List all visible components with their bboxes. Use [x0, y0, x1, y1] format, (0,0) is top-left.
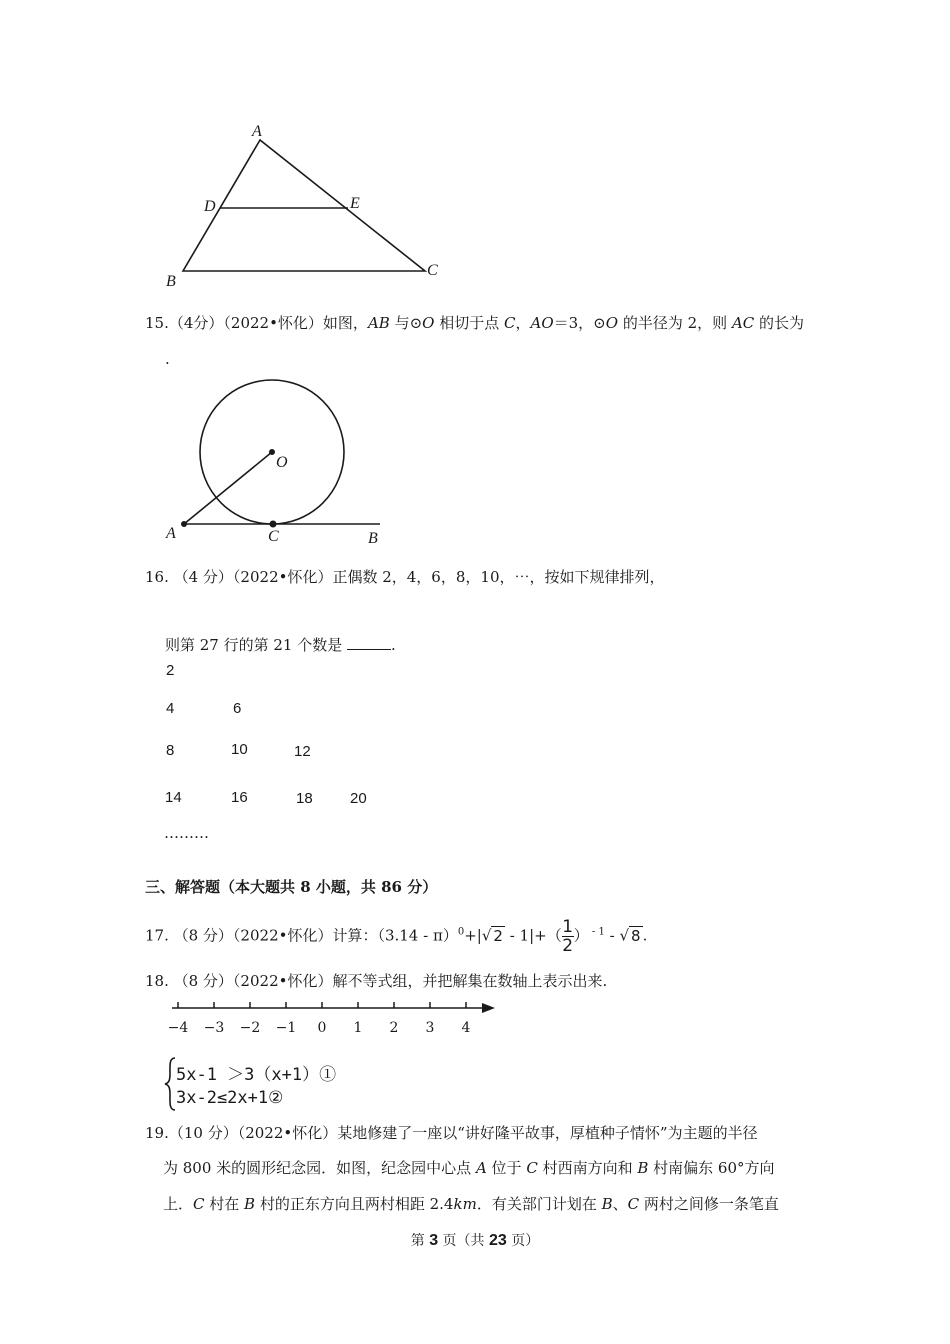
q17-sqrt8: √ 8 [619, 926, 641, 945]
label-e: E [350, 195, 360, 212]
pattern-r3c1: 8 [166, 742, 175, 759]
footer-mid: 页（共 [438, 1233, 489, 1249]
question-19-line3 [163, 1193, 779, 1214]
q19-l2g: 村南偏东 60°方向 [648, 1159, 775, 1177]
q17-minus1: - 1|+（ [504, 926, 562, 945]
q17-sqrt2: √ 2 [481, 926, 503, 945]
q15-o2: O [605, 314, 619, 332]
q17-exp0: 0 [457, 926, 465, 938]
inequality-2: 3x-2≤2x+1② [176, 1088, 284, 1108]
q17-fraction [562, 918, 574, 955]
answer-blank[interactable] [347, 635, 391, 650]
label-o: O [276, 454, 288, 471]
q15-ao: AO [530, 314, 554, 332]
point-o [269, 449, 275, 455]
pattern-r1c1: 2 [166, 662, 175, 679]
question-15 [145, 312, 804, 333]
number-line-label: 4 [461, 1020, 471, 1036]
brace-icon [163, 1056, 177, 1112]
question-17 [145, 918, 647, 955]
q15-ab: AB [367, 314, 390, 332]
arrow-head-icon [482, 1003, 495, 1013]
q15-t4: 相切于点 [434, 314, 504, 332]
number-line-label: 1 [353, 1020, 363, 1036]
label-d: D [204, 198, 216, 215]
pattern-r2c1: 4 [166, 700, 175, 717]
section-title: 三、解答题（本大题共 8 小题，共 86 分） [145, 878, 438, 896]
q19-l2b: A [475, 1159, 487, 1177]
q19-l3c: 村在 [204, 1195, 245, 1213]
pattern-r3c2: 10 [231, 741, 248, 758]
label-a2: A [166, 525, 176, 542]
q15-c: C [504, 314, 516, 332]
point-c [270, 521, 277, 528]
page-footer [0, 1230, 950, 1250]
q19-l2a: 为 800 米的圆形纪念园．如图，纪念园中心点 [163, 1159, 476, 1177]
q17-frac-den: 2 [562, 936, 574, 956]
q15-meta: （4分）（2022•怀化）如图， [168, 314, 368, 332]
q17-plus-abs: +| [464, 926, 482, 945]
q19-l3h: B [601, 1195, 613, 1213]
q15-t8: ＝3，⊙ [553, 314, 606, 332]
inequality-1: 5x-1 ＞3（x+1）① [176, 1065, 337, 1085]
number-line-label: 2 [389, 1020, 399, 1036]
q15-t10: 的半径为 2，则 [618, 314, 732, 332]
q19-l3a: 上． [163, 1195, 194, 1213]
number-line-label: 0 [317, 1020, 327, 1036]
q17-exp-neg1: - 1 [588, 926, 605, 938]
q17-pre: 17. （8 分）（2022•怀化）计算：（3.14 - π） [145, 926, 458, 945]
segment-ao [184, 452, 272, 524]
label-a: A [252, 123, 262, 140]
q17-sqrt2-radicand: 2 [493, 926, 503, 945]
q17-end: . [642, 926, 648, 945]
footer-pre: 第 [410, 1233, 430, 1249]
number-line [160, 996, 505, 1041]
q19-l3b: C [193, 1195, 205, 1213]
label-c: C [427, 262, 438, 279]
number-line-label: −3 [203, 1020, 225, 1036]
q19-l2f: B [637, 1159, 649, 1177]
q19-l2d: C [526, 1159, 538, 1177]
q19-l3k: 两村之间修一条笔直 [639, 1195, 779, 1213]
pattern-r4c2: 16 [231, 789, 248, 806]
footer-page-number: 3 [429, 1232, 439, 1249]
pattern-r3c3: 12 [294, 743, 311, 760]
footer-total-pages: 23 [489, 1232, 507, 1249]
pattern-ellipsis: ……… [164, 824, 209, 842]
q19-l3i: 、 [612, 1195, 628, 1213]
question-19-line1: 19.（10 分）（2022•怀化）某地修建了一座以“讲好隆平故事，厚植种子情怀”为主题的半径 [145, 1124, 758, 1142]
q16-end: . [391, 636, 396, 654]
pattern-r4c4: 20 [350, 790, 367, 807]
label-b2: B [368, 530, 378, 547]
triangle-abc [183, 140, 425, 271]
pattern-r4c1: 14 [165, 789, 182, 806]
q19-l3f: km [453, 1195, 477, 1213]
pattern-r4c3: 18 [296, 790, 313, 807]
q19-l2e: 村西南方向和 [537, 1159, 638, 1177]
label-b: B [166, 273, 176, 290]
q17-close: ） [573, 926, 589, 945]
q19-l2c: 位于 [486, 1159, 527, 1177]
question-19-line2 [163, 1157, 775, 1178]
q15-t2: 与⊙ [389, 314, 423, 332]
q15-number: 15. [145, 314, 169, 332]
q19-l3j: C [627, 1195, 640, 1213]
q19-l3d: B [244, 1195, 256, 1213]
pattern-r2c2: 6 [233, 700, 242, 717]
q15-line2: . [165, 350, 170, 368]
number-line-label: 3 [425, 1020, 435, 1036]
point-a [181, 521, 187, 527]
number-line-label: −2 [239, 1020, 261, 1036]
q16-prompt: 则第 27 行的第 21 个数是 [165, 636, 343, 654]
q16-line2 [165, 634, 396, 655]
q15-ac: AC [731, 314, 755, 332]
number-line-label: −4 [167, 1020, 189, 1036]
q17-sqrt8-radicand: 8 [631, 926, 641, 945]
q15-t6: ， [515, 314, 531, 332]
circle-figure [160, 372, 400, 552]
question-18: 18. （8 分）（2022•怀化）解不等式组，并把解集在数轴上表示出来. [145, 972, 608, 990]
question-16: 16. （4 分）（2022•怀化）正偶数 2，4，6，8，10，⋯，按如下规律排列， [145, 568, 665, 586]
label-c2: C [268, 528, 279, 545]
q19-l3g: ．有关部门计划在 [476, 1195, 602, 1213]
q15-t12: 的长为 [754, 314, 805, 332]
q17-minus: - [604, 926, 620, 945]
footer-post: 页） [506, 1233, 540, 1249]
triangle-figure [160, 118, 450, 293]
q15-o1: O [422, 314, 435, 332]
number-line-label: −1 [275, 1020, 297, 1036]
q17-frac-num: 1 [562, 917, 574, 937]
q19-l3e: 村的正东方向且两村相距 2.4 [255, 1195, 454, 1213]
